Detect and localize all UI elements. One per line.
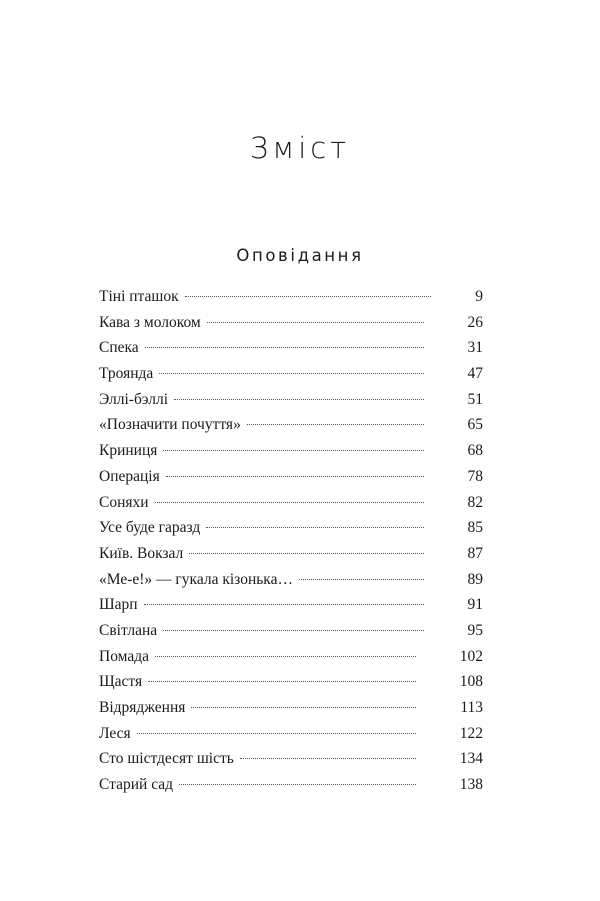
toc-entry [99,515,483,541]
toc-entry-page: 102 [459,647,483,665]
dot-leader [240,758,416,759]
toc-entry [99,490,483,516]
toc-entry-page: 47 [467,365,483,383]
toc-entry-title: Троянда [99,365,154,383]
toc-entry-title: Старий сад [99,776,174,794]
toc-entry-title: Щастя [99,673,143,691]
toc-entry [99,721,483,747]
dot-leader [189,553,423,554]
toc-entry-title: Київ. Вокзал [99,544,184,562]
toc-entry [99,412,483,438]
toc-entry-page: 113 [460,699,483,716]
toc-entry-title: Світлана [99,621,158,639]
toc-entry-page: 87 [467,544,483,562]
dot-leader [163,450,423,451]
dot-leader [185,296,432,297]
toc-entry-title: Соняхи [99,493,149,511]
toc-entry-page: 82 [467,493,483,511]
toc-entry-title: Відрядження [99,699,186,716]
toc-entry-page: 91 [467,596,483,614]
dot-leader [166,476,424,477]
dot-leader [299,579,424,580]
toc-entry-page: 26 [467,313,483,331]
toc-entry-page: 122 [459,724,483,742]
toc-entry-page: 51 [467,390,483,408]
toc-entry-title: Криниця [99,442,158,460]
toc-entry [99,284,483,310]
toc-entry-title: Помада [99,647,149,665]
toc-entry-title: Усе буде гаразд [99,519,201,537]
section-title: Оповідання [236,246,364,265]
dot-leader [145,347,424,348]
dot-leader [144,604,424,605]
toc-entry [99,387,483,413]
toc-entry-title: Тіні пташок [99,288,179,305]
toc-entry-page: 134 [459,750,483,768]
toc-entry-page: 85 [467,519,483,537]
toc-entry-page: 9 [475,288,483,305]
toc-entry-page: 65 [467,416,483,434]
toc-entry [99,669,483,695]
toc-entry [99,592,483,618]
toc-entry-page: 31 [467,339,483,357]
toc-entry [99,310,483,336]
dot-leader [207,322,424,323]
dot-leader [179,784,416,785]
dot-leader [159,373,423,374]
toc-entry [99,438,483,464]
dot-leader [191,707,416,708]
toc-entry-page: 89 [467,570,483,588]
dot-leader [163,630,423,631]
toc-entry [99,746,483,772]
toc-entry-page: 68 [467,442,483,460]
dot-leader [174,399,423,400]
toc-entry-title: Леся [99,724,131,742]
toc-entry [99,335,483,361]
toc-entry-title: Эллі-бэллі [99,390,169,408]
dot-leader [137,733,416,734]
toc-entry [99,772,483,798]
toc-entry [99,464,483,490]
toc-entry [99,618,483,644]
toc-entry-title: «Позначити почуття» [99,416,241,434]
toc-entry [99,567,483,593]
toc-entry-page: 138 [459,776,483,794]
toc-entry-title: Операція [99,467,160,485]
toc-entry-title: Спека [99,339,139,357]
toc-entry-title: Шарп [99,596,138,614]
toc-entry-title: Сто шістдесят шість [99,750,234,768]
dot-leader [247,424,424,425]
table-of-contents [99,284,483,798]
dot-leader [155,656,416,657]
toc-entry [99,695,483,721]
dot-leader [148,681,416,682]
toc-entry-page: 78 [467,467,483,485]
page-title: Зміст [249,131,351,165]
toc-entry-title: Кава з молоком [99,313,201,331]
toc-entry [99,644,483,670]
toc-entry [99,361,483,387]
toc-entry-page: 108 [459,673,483,691]
dot-leader [206,527,423,528]
toc-entry [99,541,483,567]
toc-entry-title: «Ме-е!» — гукала кізонька… [99,570,293,588]
toc-entry-page: 95 [467,621,483,639]
dot-leader [155,502,424,503]
